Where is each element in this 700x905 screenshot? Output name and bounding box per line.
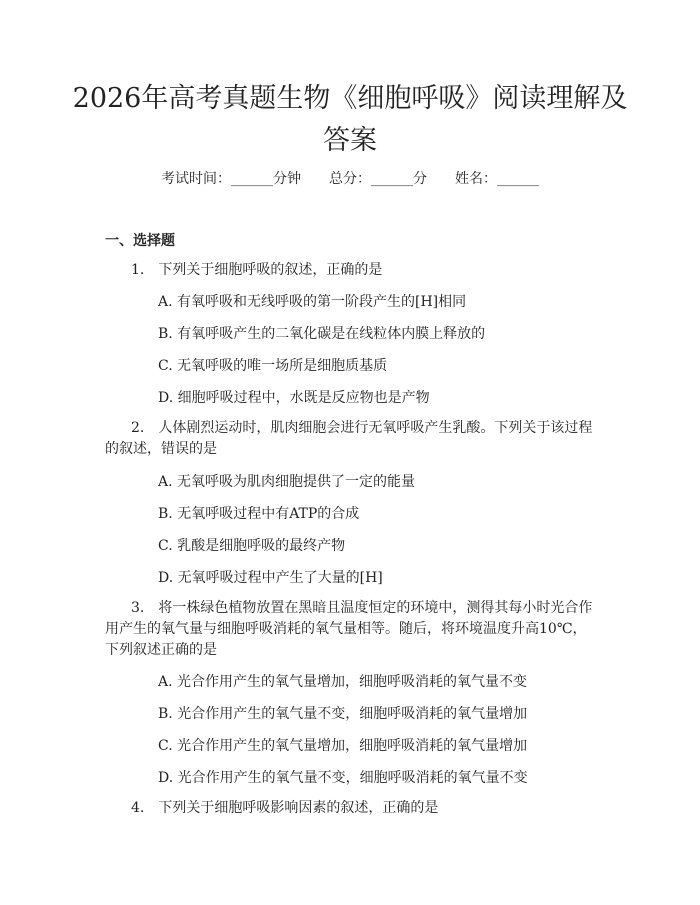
question-1-option-d: D. 细胞呼吸过程中，水既是反应物也是产物 [158, 390, 430, 406]
score-unit: 分 [413, 171, 427, 187]
name-label: 姓名： [455, 171, 497, 187]
time-label: 考试时间： [161, 171, 231, 187]
exam-info-line [0, 168, 700, 188]
score-blank: ______ [371, 171, 413, 187]
question-3-option-a: A. 光合作用产生的氧气量增加，细胞呼吸消耗的氧气量不变 [158, 674, 528, 690]
question-1-option-c: C. 无氧呼吸的唯一场所是细胞质基质 [158, 358, 388, 374]
question-3-option-c: C. 光合作用产生的氧气量增加，细胞呼吸消耗的氧气量增加 [158, 738, 528, 754]
question-2-option-b: B. 无氧呼吸过程中有ATP的合成 [158, 506, 360, 522]
question-1-option-a: A. 有氧呼吸和无线呼吸的第一阶段产生的[H]相同 [158, 294, 467, 310]
question-3-stem: 3. 将一株绿色植物放置在黑暗且温度恒定的环境中，测得其每小时光合作用产生的氧气量与细胞呼吸消耗的氧气量相等。随后，将环境温度升高10℃，下列叙述正确的是 [105, 600, 593, 658]
score-label: 总分： [329, 171, 371, 187]
question-2-stem: 2. 人体剧烈运动时，肌肉细胞会进行无氧呼吸产生乳酸。下列关于该过程的叙述，错误的是 [105, 420, 593, 457]
time-unit: 分钟 [273, 171, 301, 187]
question-1-stem: 1. 下列关于细胞呼吸的叙述，正确的是 [131, 262, 383, 278]
time-blank: ______ [231, 171, 273, 187]
question-3-option-b: B. 光合作用产生的氧气量不变，细胞呼吸消耗的氧气量增加 [158, 706, 528, 722]
question-3-option-d: D. 光合作用产生的氧气量不变，细胞呼吸消耗的氧气量不变 [158, 770, 528, 786]
name-blank: ______ [497, 171, 539, 187]
page-title: 2026年高考真题生物《细胞呼吸》阅读理解及答案 [72, 83, 628, 156]
question-4-stem: 4. 下列关于细胞呼吸影响因素的叙述，正确的是 [131, 800, 439, 816]
question-1-option-b: B. 有氧呼吸产生的二氧化碳是在线粒体内膜上释放的 [158, 326, 486, 342]
section-heading: 一、选择题 [105, 233, 175, 249]
question-2-option-a: A. 无氧呼吸为肌肉细胞提供了一定的能量 [158, 474, 416, 490]
question-2-option-d: D. 无氧呼吸过程中产生了大量的[H] [158, 570, 383, 586]
question-2-option-c: C. 乳酸是细胞呼吸的最终产物 [158, 538, 346, 554]
